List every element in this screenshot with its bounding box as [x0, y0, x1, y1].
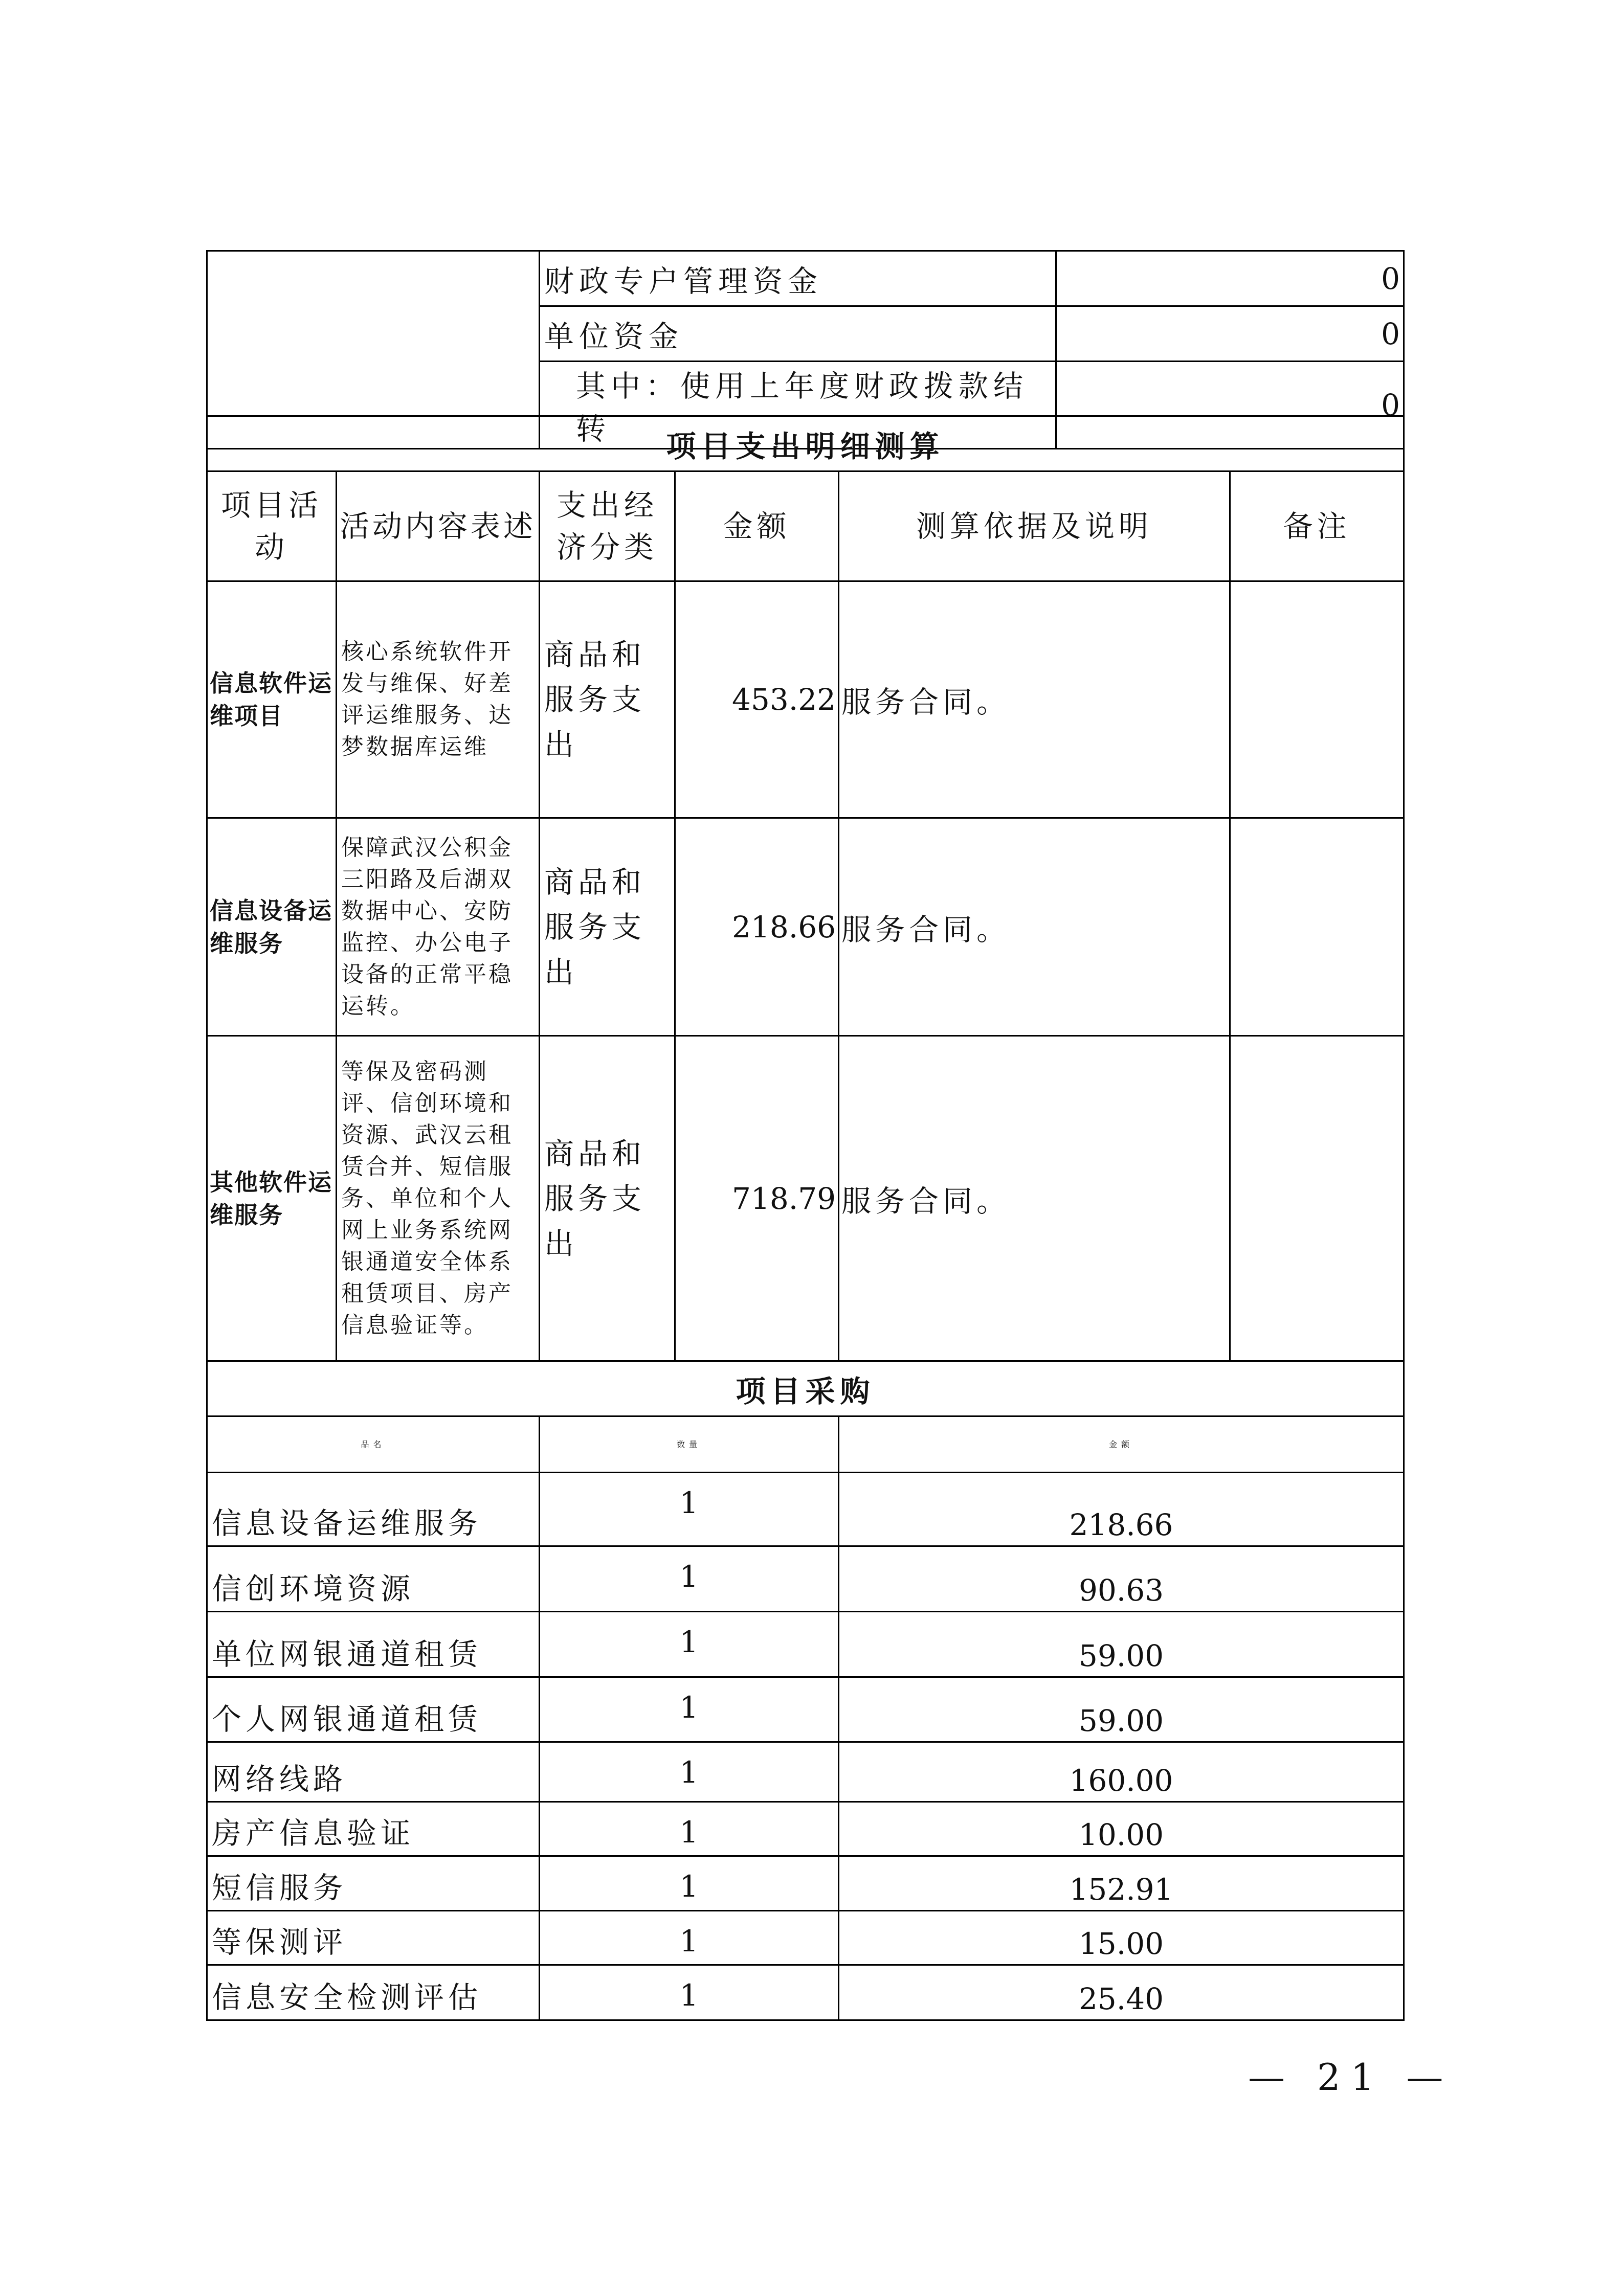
table-row [207, 1546, 1404, 1612]
item-quantity: 1 [540, 1965, 839, 2020]
item-name: 信创环境资源 [207, 1546, 540, 1612]
item-amount: 160.00 [839, 1742, 1404, 1802]
item-name: 个人网银通道租赁 [207, 1677, 540, 1742]
category-cell: 商品和服务支出 [540, 581, 675, 818]
header-activity: 项目活动 [207, 471, 337, 581]
item-name: 信息设备运维服务 [207, 1473, 540, 1546]
item-quantity: 1 [540, 1546, 839, 1612]
project-detail-table [206, 415, 1405, 1417]
category-cell: 商品和服务支出 [540, 1036, 675, 1361]
item-amount: 152.91 [839, 1856, 1404, 1911]
item-amount: 25.40 [839, 1965, 1404, 2020]
activity-cell: 信息设备运维服务 [207, 818, 337, 1036]
item-amount: 218.66 [839, 1473, 1404, 1546]
table-row [207, 251, 1404, 306]
funding-value: 0 [1056, 251, 1404, 306]
header-remarks: 备注 [1230, 471, 1404, 581]
page-number: — 21 — [1248, 2056, 1454, 2099]
item-quantity: 1 [540, 1677, 839, 1742]
table-row [207, 1612, 1404, 1677]
header-row [207, 471, 1404, 581]
funding-label: 财政专户管理资金 [540, 251, 1056, 306]
purchase-table [206, 1415, 1405, 2021]
table-row [207, 1856, 1404, 1911]
header-amount: 金额 [675, 471, 839, 581]
item-quantity: 1 [540, 1473, 839, 1546]
basis-cell: 服务合同。 [839, 818, 1230, 1036]
section-title: 项目支出明细测算 [207, 416, 1404, 471]
basis-cell: 服务合同。 [839, 581, 1230, 818]
item-quantity: 1 [540, 1911, 839, 1965]
remarks-cell [1230, 1036, 1404, 1361]
activity-cell: 信息软件运维项目 [207, 581, 337, 818]
table-row [207, 1473, 1404, 1546]
funding-label: 其中：使用上年度财政拨款结转 [540, 362, 1056, 449]
funding-value: 0 [1056, 362, 1404, 449]
header-basis: 测算依据及说明 [839, 471, 1230, 581]
table-row [207, 1742, 1404, 1802]
section-title: 项目采购 [207, 1361, 1404, 1416]
item-quantity: 1 [540, 1742, 839, 1802]
table-row [207, 581, 1404, 818]
amount-cell: 218.66 [675, 818, 839, 1036]
table-row [207, 1965, 1404, 2020]
description-cell: 核心系统软件开发与维保、好差评运维服务、达梦数据库运维 [337, 581, 540, 818]
basis-cell: 服务合同。 [839, 1036, 1230, 1361]
amount-cell: 718.79 [675, 1036, 839, 1361]
header-name: 品名 [207, 1416, 540, 1473]
table-row [207, 1911, 1404, 1965]
item-quantity: 1 [540, 1856, 839, 1911]
item-amount: 59.00 [839, 1612, 1404, 1677]
description-cell: 保障武汉公积金三阳路及后湖双数据中心、安防监控、办公电子设备的正常平稳运转。 [337, 818, 540, 1036]
table-row [207, 818, 1404, 1036]
item-name: 短信服务 [207, 1856, 540, 1911]
header-category: 支出经济分类 [540, 471, 675, 581]
header-description: 活动内容表述 [337, 471, 540, 581]
section-title-row [207, 416, 1404, 471]
item-name: 等保测评 [207, 1911, 540, 1965]
item-amount: 90.63 [839, 1546, 1404, 1612]
remarks-cell [1230, 818, 1404, 1036]
item-amount: 10.00 [839, 1802, 1404, 1856]
item-quantity: 1 [540, 1802, 839, 1856]
item-name: 网络线路 [207, 1742, 540, 1802]
item-amount: 15.00 [839, 1911, 1404, 1965]
item-name: 信息安全检测评估 [207, 1965, 540, 2020]
remarks-cell [1230, 581, 1404, 818]
category-cell: 商品和服务支出 [540, 818, 675, 1036]
table-row [207, 1036, 1404, 1361]
header-row [207, 1416, 1404, 1473]
header-quantity: 数量 [540, 1416, 839, 1473]
table-row [207, 1677, 1404, 1742]
description-cell: 等保及密码测评、信创环境和资源、武汉云租赁合并、短信服务、单位和个人网上业务系统网银通道安全体系租赁项目、房产信息验证等。 [337, 1036, 540, 1361]
item-name: 房产信息验证 [207, 1802, 540, 1856]
section-title-row [207, 1361, 1404, 1416]
funding-value: 0 [1056, 306, 1404, 362]
amount-cell: 453.22 [675, 581, 839, 818]
header-amount: 金额 [839, 1416, 1404, 1473]
item-quantity: 1 [540, 1612, 839, 1677]
activity-cell: 其他软件运维服务 [207, 1036, 337, 1361]
funding-label: 单位资金 [540, 306, 1056, 362]
item-name: 单位网银通道租赁 [207, 1612, 540, 1677]
table-row [207, 1802, 1404, 1856]
item-amount: 59.00 [839, 1677, 1404, 1742]
